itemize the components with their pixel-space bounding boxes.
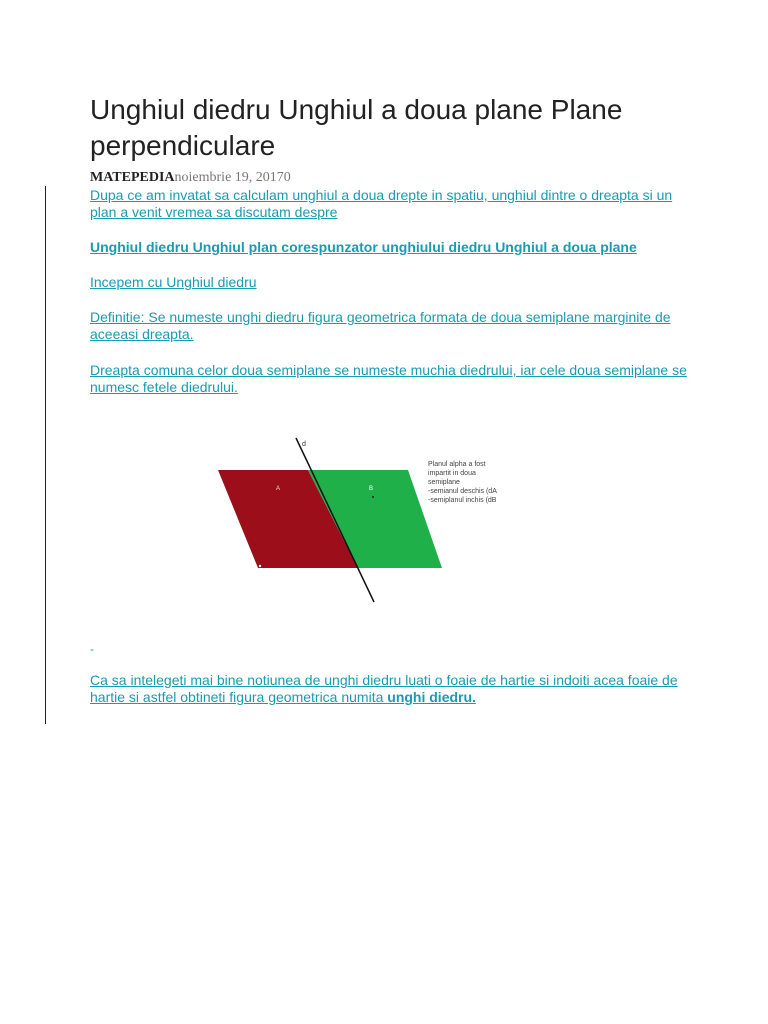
- paragraph-edge-faces[interactable]: Dreapta comuna celor doua semiplane se numeste muchia diedrului, iar cele doua semiplane se numesc fetele diedrului.: [90, 362, 687, 395]
- point-marker: [372, 496, 374, 498]
- dihedral-figure: [200, 430, 520, 610]
- byline: [90, 170, 291, 186]
- label-a: A: [276, 486, 281, 492]
- caption-line: -semianul deschis (dA: [428, 488, 497, 495]
- author-name[interactable]: MATEPEDIA: [90, 170, 175, 185]
- paragraph-closing[interactable]: [90, 672, 690, 706]
- margin-rule: [45, 186, 46, 724]
- figure-caption: [428, 461, 497, 504]
- caption-line: semiplane: [428, 479, 460, 486]
- paragraph-start[interactable]: Incepem cu Unghiul diedru: [90, 274, 257, 290]
- post-date: noiembrie 19, 20170: [174, 170, 291, 185]
- label-d: d: [302, 441, 306, 448]
- article-title: Unghiul diedru Unghiul a doua plane Plane perpendiculare: [90, 94, 623, 161]
- paragraph-topics[interactable]: Unghiul diedru Unghiul plan corespunzator unghiului diedru Unghiul a doua plane: [90, 239, 637, 255]
- paragraph-definition[interactable]: Definitie: Se numeste unghi diedru figura geometrica formata de doua semiplane marginite de aceeasi dreapta.: [90, 309, 671, 342]
- closing-text: Ca sa intelegeti mai bine notiunea de unghi diedru luati o foaie de hartie si indoiti acea foaie de hartie si astfel obtineti figura geometrica numita: [90, 672, 678, 705]
- label-b: B: [369, 486, 374, 492]
- caption-line: -semiplanul inchis (dB: [428, 497, 497, 504]
- closing-bold: unghi diedru.: [387, 689, 476, 705]
- caption-line: impartit in doua: [428, 470, 476, 477]
- separator-dash: -: [90, 642, 94, 656]
- paragraph-intro[interactable]: Dupa ce am invatat sa calculam unghiul a doua drepte in spatiu, unghiul dintre o dreapta si un plan a venit vremea sa discutam despre: [90, 187, 673, 220]
- caption-line: Planul alpha a fost: [428, 461, 486, 468]
- corner-marker: [259, 565, 261, 567]
